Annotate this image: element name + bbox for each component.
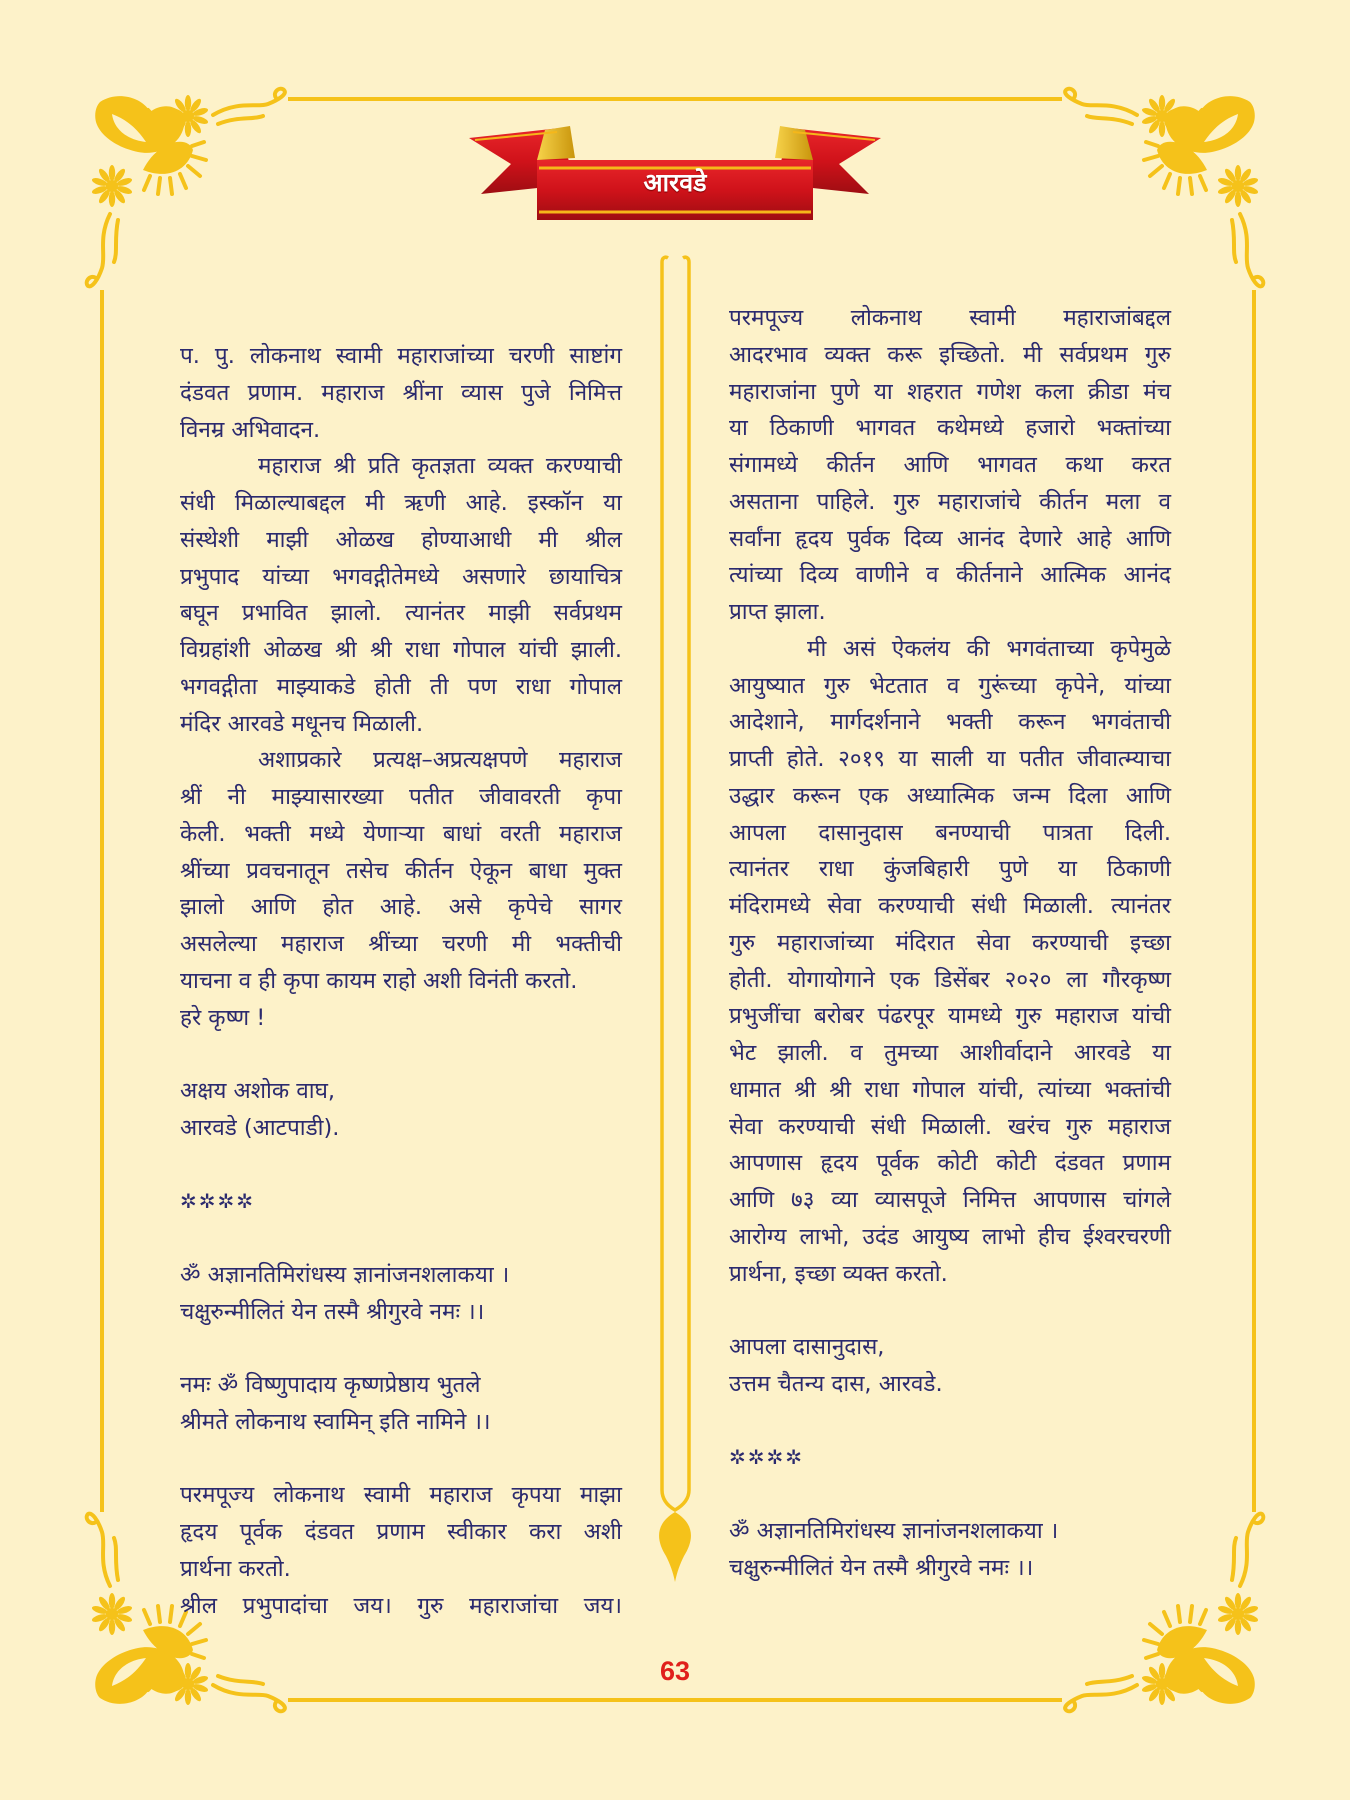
body-line: प्राप्त झाला. <box>729 599 826 625</box>
verse-line: नमः ॐ विष्णुपादाय कृष्णप्रेष्ठाय भुतले <box>180 1372 481 1398</box>
body-line: होती. योगायोगाने एक डिसेंबर २०२० ला गौरकृष्ण <box>729 966 1171 993</box>
body-line: याचना व ही कृपा कायम राहो अशी विनंती करतो. <box>180 967 578 994</box>
verse-line: चक्षुरुन्मीलितं येन तस्मै श्रीगुरवे नमः ।। <box>729 1554 1034 1581</box>
body-line: प्रार्थना करतो. <box>180 1555 291 1582</box>
body-line: आदेशाने, मार्गदर्शनाने भक्ती करून भगवंताची <box>729 709 1171 736</box>
body-line: उद्धार करून एक अध्यात्मिक जन्म दिला आणि <box>729 782 1171 809</box>
verse-line: ॐ अज्ञानतिमिरांधस्य ज्ञानांजनशलाकया । <box>729 1517 1059 1544</box>
body-line: विनम्र अभिवादन. <box>180 416 321 443</box>
body-line: मी असं ऐकलंय की भगवंताच्या कृपेमुळे <box>807 635 1171 662</box>
body-line: परमपूज्य लोकनाथ स्वामी महाराजांबद्दल <box>729 305 1171 331</box>
signature-line: आरवडे (आटपाडी). <box>180 1114 340 1141</box>
body-line: संधी मिळाल्याबद्दल मी ऋणी आहे. इस्कॉन या <box>180 490 622 516</box>
body-line: मंदिर आरवडे मधूनच मिळाली. <box>180 710 424 737</box>
body-line: आणि ७३ व्या व्यासपूजे निमित्त आपणास चांगले <box>729 1187 1171 1213</box>
blank-line <box>180 1147 622 1184</box>
blank-line <box>729 1292 1171 1329</box>
body-line: अशाप्रकारे प्रत्यक्ष–अप्रत्यक्षपणे महाराज <box>258 747 622 774</box>
signature-line: अक्षय अशोक वाघ, <box>180 1078 336 1104</box>
blank-line <box>180 1036 622 1073</box>
body-line: प्रभुपाद यांच्या भगवद्गीतेमध्ये असणारे छायाचित्र <box>180 563 622 590</box>
left-column <box>180 338 622 1624</box>
body-line: धामात श्री श्री राधा गोपाल यांची, त्यांच्या भक्तांची <box>729 1076 1171 1103</box>
section-separator: ✲✲✲✲ <box>180 1189 256 1214</box>
body-line: हृदय पूर्वक दंडवत प्रणाम स्वीकार करा अशी <box>180 1519 622 1545</box>
body-line: आपला दासानुदास बनण्याची पात्रता दिली. <box>729 819 1171 846</box>
body-line: महाराजांना पुणे या शहरात गणेश कला क्रीडा मंच <box>729 378 1171 405</box>
corner-ornament-top-right <box>1065 89 1263 287</box>
right-column <box>729 300 1171 1586</box>
body-line: गुरु महाराजांच्या मंदिरात सेवा करण्याची इच्छा <box>729 929 1171 956</box>
body-line: श्रींच्या प्रवचनातून तसेच कीर्तन ऐकून बाधा मुक्त <box>180 857 622 884</box>
body-line: या ठिकाणी भागवत कथेमध्ये हजारो भक्तांच्या <box>729 415 1171 442</box>
blank-line <box>180 1441 622 1478</box>
body-line: असताना पाहिले. गुरु महाराजांचे कीर्तन मला व <box>729 488 1171 515</box>
body-line: दंडवत प्रणाम. महाराज श्रींना व्यास पुजे निमित्त <box>180 379 622 406</box>
signature-line: आपला दासानुदास, <box>729 1334 885 1360</box>
body-line: असलेल्या महाराज श्रींच्या चरणी मी भक्तीची <box>180 931 622 957</box>
body-line: आपणास हृदय पूर्वक कोटी कोटी दंडवत प्रणाम <box>729 1150 1171 1177</box>
plain-line: हरे कृष्ण ! <box>180 1004 266 1031</box>
signature-line: उत्तम चैतन्य दास, आरवडे. <box>729 1370 943 1397</box>
verse-line: श्रीमते लोकनाथ स्वामिन् इति नामिने ।। <box>180 1408 491 1435</box>
page-number: 63 <box>659 1656 691 1686</box>
body-line: प. पु. लोकनाथ स्वामी महाराजांच्या चरणी साष्टांग <box>180 343 622 369</box>
column-divider <box>662 257 689 1510</box>
page-title: आरवडे <box>643 168 707 197</box>
pen-nib-ornament <box>659 1512 691 1582</box>
body-line: महाराज श्री प्रति कृतज्ञता व्यक्त करण्याची <box>258 453 622 480</box>
body-line: त्यानंतर राधा कुंजबिहारी पुणे या ठिकाणी <box>729 856 1171 883</box>
body-line: परमपूज्य लोकनाथ स्वामी महाराज कृपया माझा <box>180 1482 622 1509</box>
blank-line <box>180 1330 622 1367</box>
body-line: संगामध्ये कीर्तन आणि भागवत कथा करत <box>729 452 1171 478</box>
body-line: प्राप्ती होते. २०१९ या साली या पतीत जीवात्म्याचा <box>729 746 1171 772</box>
body-line: संस्थेशी माझी ओळख होण्याआधी मी श्रील <box>180 526 622 553</box>
body-line: विग्रहांशी ओळख श्री श्री राधा गोपाल यांची झाली. <box>180 637 622 663</box>
body-line: सेवा करण्याची संधी मिळाली. खरंच गुरु महाराज <box>729 1113 1171 1140</box>
body-line: बघून प्रभावित झालो. त्यानंतर माझी सर्वप्रथम <box>180 600 622 627</box>
body-line: श्रीं नी माझ्यासारख्या पतीत जीवावरती कृपा <box>180 784 622 810</box>
verse-line: ॐ अज्ञानतिमिरांधस्य ज्ञानांजनशलाकया । <box>180 1261 510 1288</box>
body-line: भेट झाली. व तुमच्या आशीर्वादाने आरवडे या <box>729 1040 1171 1066</box>
blank-line <box>729 1476 1171 1513</box>
body-line: त्यांच्या दिव्य वाणीने व कीर्तनाने आत्मिक आनंद <box>729 562 1171 589</box>
blank-line <box>729 1403 1171 1440</box>
body-line: सर्वांना हृदय पुर्वक दिव्य आनंद देणारे आहे आणि <box>729 525 1171 552</box>
body-line: झालो आणि होत आहे. असे कृपेचे सागर <box>180 894 622 921</box>
body-line: प्रार्थना, इच्छा व्यक्त करतो. <box>729 1260 948 1287</box>
body-line: केली. भक्ती मध्ये येणाऱ्या बाधां वरती महाराज <box>180 820 622 847</box>
verse-line: चक्षुरुन्मीलितं येन तस्मै श्रीगुरवे नमः ।। <box>180 1298 485 1325</box>
blank-line <box>180 1220 622 1257</box>
body-line: प्रभुजींचा बरोबर पंढरपूर यामध्ये गुरु महाराज यांची <box>729 1003 1171 1030</box>
body-line: मंदिरामध्ये सेवा करण्याची संधी मिळाली. त्यानंतर <box>729 893 1171 919</box>
body-line: आदरभाव व्यक्त करू इच्छितो. मी सर्वप्रथम गुरु <box>729 341 1171 368</box>
corner-ornament-top-left <box>87 89 285 287</box>
closing-line: श्रील प्रभुपादांचा जय। गुरु महाराजांचा जय। <box>180 1592 622 1619</box>
body-line: भगवद्गीता माझ्याकडे होती ती पण राधा गोपाल <box>180 673 622 700</box>
section-separator: ✲✲✲✲ <box>729 1445 805 1470</box>
body-line: आयुष्यात गुरु भेटतात व गुरूंच्या कृपेने, यांच्या <box>729 672 1171 699</box>
body-line: आरोग्य लाभो, उदंड आयुष्य लाभो हीच ईश्वरचरणी <box>729 1223 1171 1250</box>
